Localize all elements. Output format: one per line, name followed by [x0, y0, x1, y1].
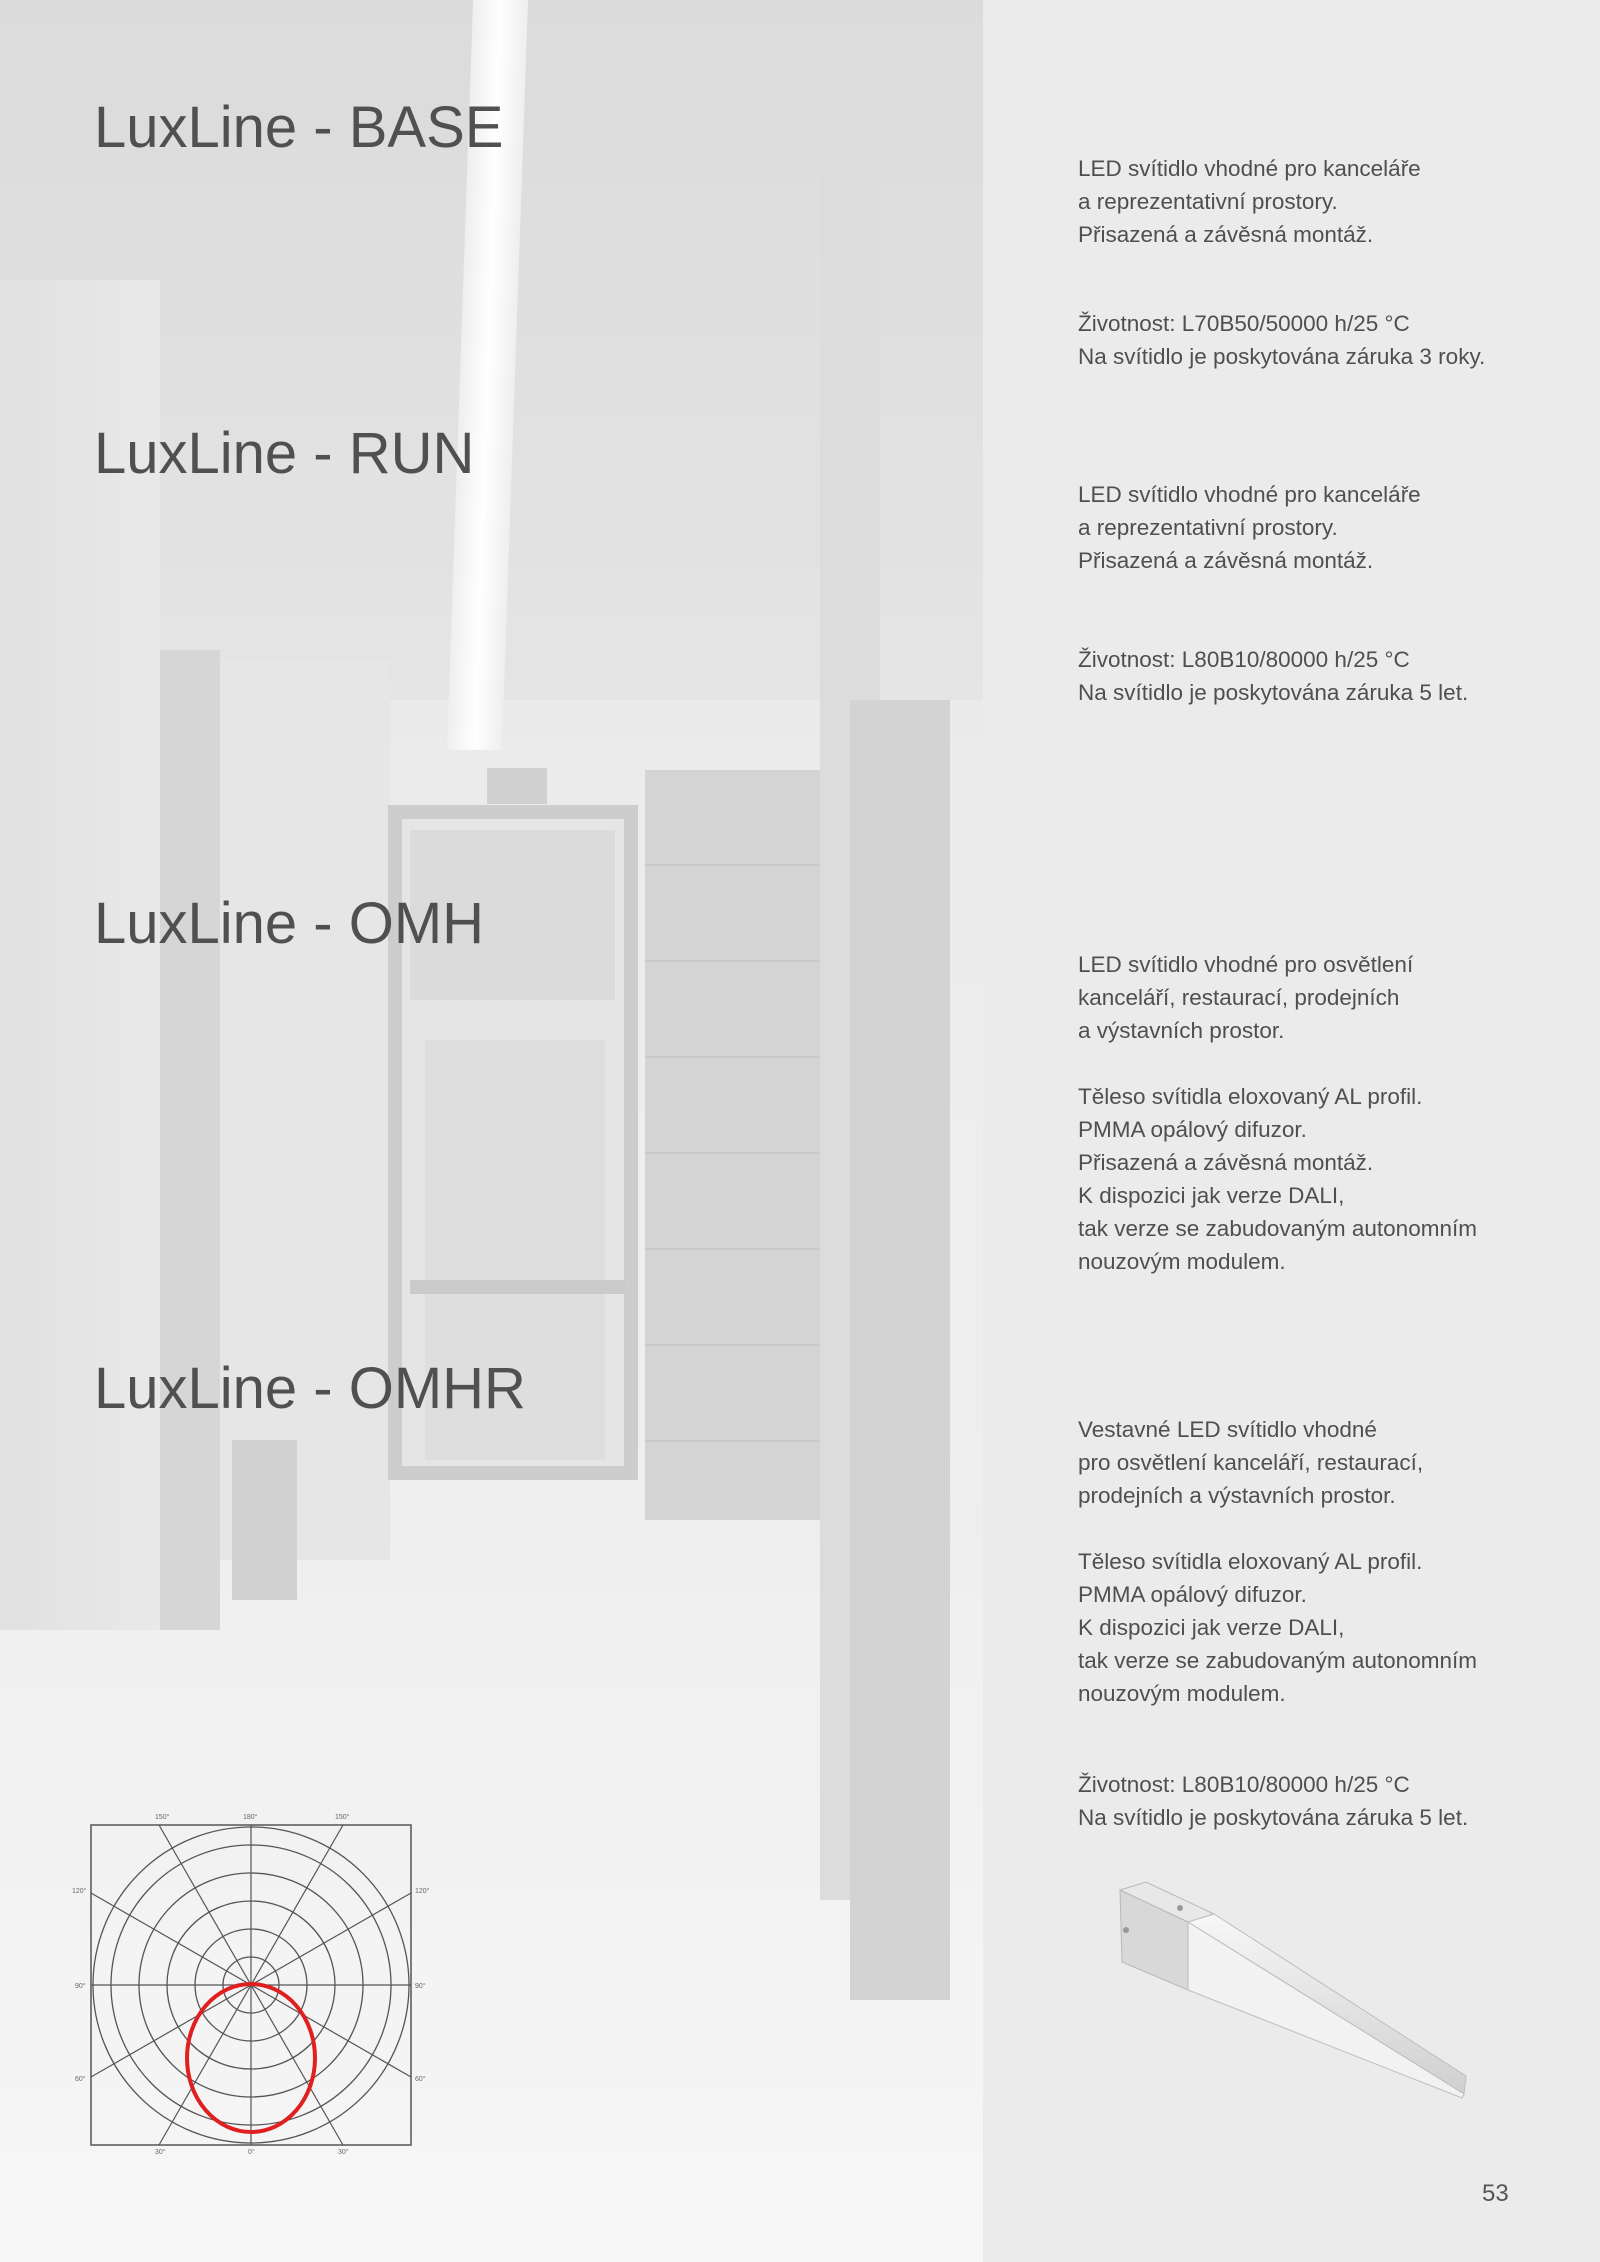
angle-label: 60° [75, 2076, 86, 2083]
product-life-omhr: Životnost: L80B10/80000 h/25 °C Na svítidlo je poskytována záruka 5 let. [1078, 1772, 1469, 1830]
angle-label: 150° [335, 1814, 350, 1821]
angle-label: 120° [72, 1888, 87, 1895]
product-life-base: Životnost: L70B50/50000 h/25 °C Na svítidlo je poskytována záruka 3 roky. [1078, 311, 1486, 369]
product-desc-omhr: Vestavné LED svítidlo vhodné pro osvětlení kanceláří, restaurací, prodejních a výstavních prostor. Těleso svítidla eloxovaný AL profil. PMMA opálový difuzor. K dispozici jak verze DALI, tak verze se zabudovaným autonomním nouzovým modulem. [1078, 1417, 1477, 1706]
angle-label: 120° [415, 1888, 430, 1895]
product-desc-base: LED svítidlo vhodné pro kanceláře a reprezentativní prostory. Přisazená a závěsná montáž. [1078, 156, 1421, 247]
angle-label: 30° [338, 2149, 349, 2156]
angle-label: 180° [243, 1814, 258, 1821]
luminaire-product-image [1110, 1870, 1480, 2110]
product-title-omh: LuxLine - OMH [94, 891, 485, 956]
product-desc-run: LED svítidlo vhodné pro kanceláře a reprezentativní prostory. Přisazená a závěsná montáž. [1078, 482, 1421, 573]
page-number: 53 [1482, 2180, 1509, 2207]
product-title-omhr: LuxLine - OMHR [94, 1356, 526, 1421]
angle-label: 90° [75, 1983, 86, 1990]
angle-label: 150° [155, 1814, 170, 1821]
product-desc-omh: LED svítidlo vhodné pro osvětlení kanceláří, restaurací, prodejních a výstavních prostor. Těleso svítidla eloxovaný AL profil. PMMA opálový difuzor. Přisazená a závěsná montáž. K dispozici jak verze DALI, tak verze se zabudovaným autonomním nouzovým modulem. [1078, 952, 1477, 1274]
polar-distribution-diagram [60, 1808, 440, 2158]
product-title-run: LuxLine - RUN [94, 421, 475, 486]
angle-label: 90° [415, 1983, 426, 1990]
angle-label: 30° [155, 2149, 166, 2156]
product-title-base: LuxLine - BASE [94, 95, 504, 160]
angle-label: 0° [248, 2149, 255, 2156]
angle-label: 60° [415, 2076, 426, 2083]
product-life-run: Životnost: L80B10/80000 h/25 °C Na svítidlo je poskytována záruka 5 let. [1078, 647, 1469, 705]
